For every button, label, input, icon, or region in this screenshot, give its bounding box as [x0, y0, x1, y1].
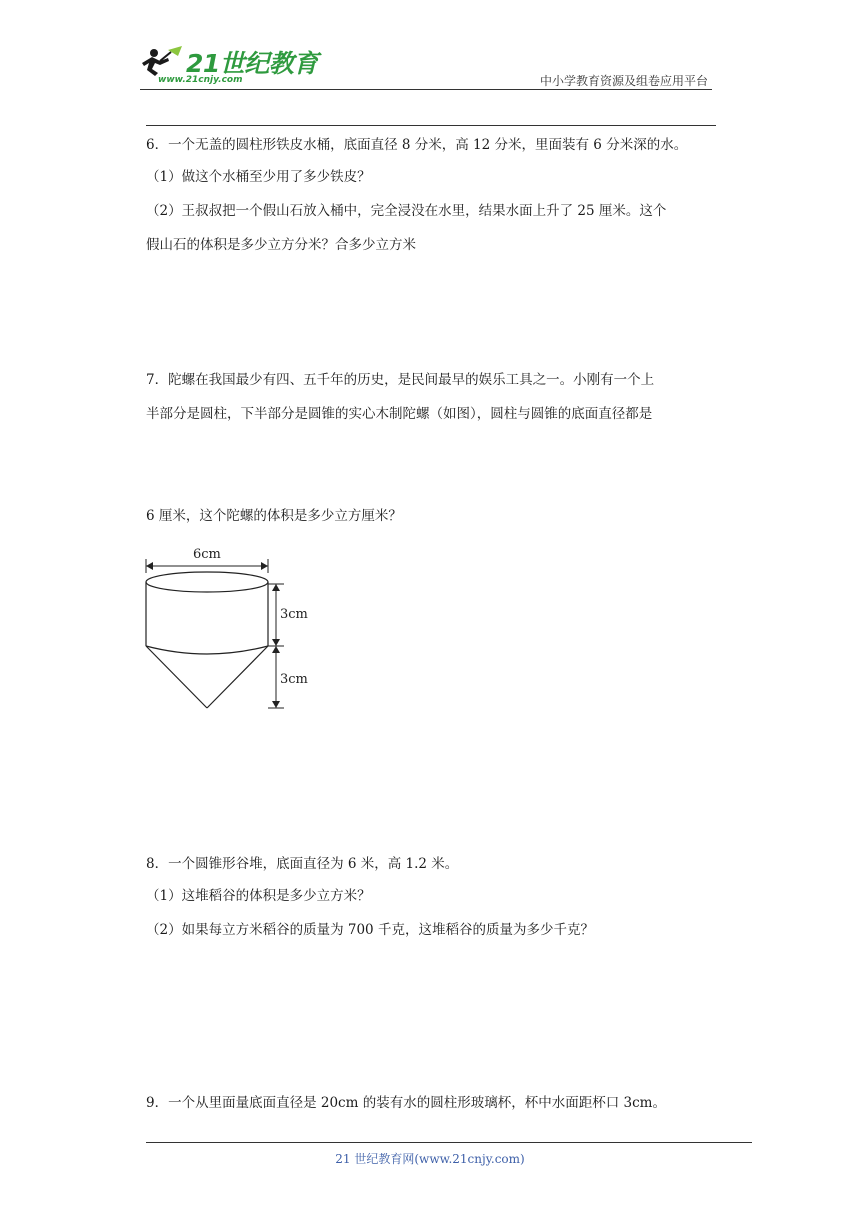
footer-divider: [146, 1142, 752, 1143]
logo-text: 21世纪教育: [186, 49, 318, 78]
q7-line3: 6 厘米，这个陀螺的体积是多少立方厘米？: [146, 508, 402, 524]
cylinder-top-ellipse: [146, 572, 268, 592]
cone-height-label: 3cm: [280, 672, 308, 687]
site-logo[interactable]: [138, 44, 318, 90]
diameter-arrow-left: [146, 562, 153, 570]
diameter-label: 6cm: [193, 547, 221, 562]
cylinder-height-label: 3cm: [280, 607, 308, 622]
spinning-top-diagram: [138, 540, 328, 712]
q6-part2-line2: 假山石的体积是多少立方分米？合多少立方米: [146, 237, 416, 253]
cone-right-edge: [207, 646, 268, 708]
q6-stem: 6．一个无盖的圆柱形铁皮水桶，底面直径 8 分米，高 12 分米，里面装有 6 分米深的水。: [146, 137, 688, 153]
q8-part2: （2）如果每立方米稻谷的质量为 700 千克，这堆稻谷的质量为多少千克？: [146, 922, 594, 938]
q7-line2: 半部分是圆柱，下半部分是圆锥的实心木制陀螺（如图），圆柱与圆锥的底面直径都是: [146, 406, 653, 422]
runner-logo-icon: [138, 46, 186, 78]
q8-part1: （1）这堆稻谷的体积是多少立方米？: [146, 888, 371, 904]
footer-link[interactable]: 21 世纪教育网(www.21cnjy.com): [335, 1152, 525, 1166]
q6-part1: （1）做这个水桶至少用了多少铁皮？: [146, 169, 371, 185]
cone-left-edge: [146, 646, 207, 708]
diameter-arrow-right: [261, 562, 268, 570]
content-top-divider: [146, 125, 716, 126]
q8-stem: 8．一个圆锥形谷堆，底面直径为 6 米，高 1.2 米。: [146, 856, 459, 872]
cylinder-bottom-arc: [146, 646, 268, 654]
header-divider: [140, 89, 712, 90]
platform-title: 中小学教育资源及组卷应用平台: [539, 74, 708, 88]
logo-url: www.21cnjy.com: [158, 75, 243, 85]
q6-part2-line1: （2）王叔叔把一个假山石放入桶中，完全浸没在水里，结果水面上升了 25 厘米。这个: [146, 203, 667, 219]
q7-line1: 7．陀螺在我国最少有四、五千年的历史，是民间最早的娱乐工具之一。小刚有一个上: [146, 372, 655, 388]
q9-stem: 9．一个从里面量底面直径是 20cm 的装有水的圆柱形玻璃杯，杯中水面距杯口 3cm。: [146, 1095, 666, 1111]
